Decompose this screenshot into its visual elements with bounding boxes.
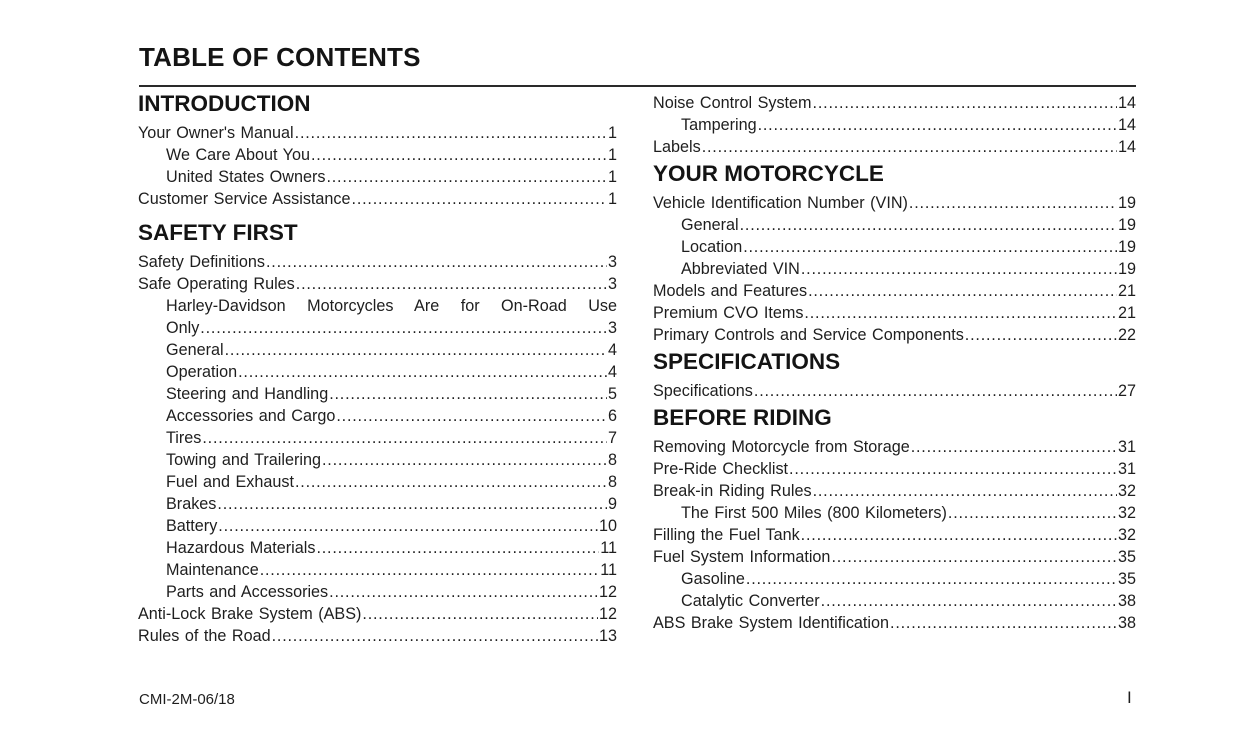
toc-entry-vin-location[interactable]: Location ..... 19 (653, 236, 1136, 258)
toc-entry-models-and-features[interactable]: Models and Features ..... 21 (653, 280, 1136, 302)
section-safety-first (138, 217, 617, 647)
toc-entry-fuel-system-information[interactable]: Fuel System Information ..... 35 (653, 546, 1136, 568)
toc-entry-brakes[interactable]: Brakes ..... 9 (138, 493, 617, 515)
toc-entry-steering-and-handling[interactable]: Steering and Handling ..... 5 (138, 383, 617, 405)
toc-entry-removing-from-storage[interactable]: Removing Motorcycle from Storage ..... 31 (653, 436, 1136, 458)
toc-entry-anti-lock-brake-system[interactable]: Anti-Lock Brake System (ABS) ..... 12 (138, 603, 617, 625)
section-heading-safety-first: SAFETY FIRST (138, 220, 298, 245)
section-before-riding (653, 402, 1136, 634)
section-heading-specifications: SPECIFICATIONS (653, 349, 841, 374)
toc-entry-vin-general[interactable]: General ..... 19 (653, 214, 1136, 236)
toc-entry-premium-cvo-items[interactable]: Premium CVO Items ..... 21 (653, 302, 1136, 324)
section-safety-continued (653, 92, 1136, 158)
toc-entry-break-in-riding-rules[interactable]: Break-in Riding Rules ..... 32 (653, 480, 1136, 502)
toc-entry-noise-control-system[interactable]: Noise Control System ..... 14 (653, 92, 1136, 114)
toc-right-column (653, 92, 1136, 634)
toc-entry-battery[interactable]: Battery ..... 10 (138, 515, 617, 537)
toc-entry-tires[interactable]: Tires ..... 7 (138, 427, 617, 449)
toc-entry-vehicle-identification-number[interactable]: Vehicle Identification Number (VIN) ..... 19 (653, 192, 1136, 214)
toc-entry-towing-and-trailering[interactable]: Towing and Trailering ..... 8 (138, 449, 617, 471)
section-heading-your-motorcycle: YOUR MOTORCYCLE (653, 161, 884, 186)
section-your-motorcycle (653, 158, 1136, 346)
toc-entry-tampering[interactable]: Tampering ..... 14 (653, 114, 1136, 136)
toc-entry-fuel-and-exhaust[interactable]: Fuel and Exhaust ..... 8 (138, 471, 617, 493)
toc-entry-your-owners-manual[interactable]: Your Owner's Manual ..... 1 (138, 122, 617, 144)
toc-entry-specifications[interactable]: Specifications ..... 27 (653, 380, 1136, 402)
toc-entry-abs-brake-system-identification[interactable]: ABS Brake System Identification ..... 38 (653, 612, 1136, 634)
section-specifications (653, 346, 1136, 402)
toc-entry-accessories-and-cargo[interactable]: Accessories and Cargo ..... 6 (138, 405, 617, 427)
toc-entry-catalytic-converter[interactable]: Catalytic Converter ..... 38 (653, 590, 1136, 612)
toc-entry-rules-of-the-road[interactable]: Rules of the Road ..... 13 (138, 625, 617, 647)
toc-entry-operation[interactable]: Operation ..... 4 (138, 361, 617, 383)
section-heading-before-riding: BEFORE RIDING (653, 405, 832, 430)
toc-entry-safety-definitions[interactable]: Safety Definitions ..... 3 (138, 251, 617, 273)
toc-entry-gasoline[interactable]: Gasoline ..... 35 (653, 568, 1136, 590)
toc-left-column (138, 88, 617, 647)
toc-entry-labels[interactable]: Labels ..... 14 (653, 136, 1136, 158)
toc-entry-pre-ride-checklist[interactable]: Pre-Ride Checklist ..... 31 (653, 458, 1136, 480)
page-number: I (1127, 688, 1132, 707)
toc-entry-first-500-miles[interactable]: The First 500 Miles (800 Kilometers) ..... 32 (653, 502, 1136, 524)
toc-entry-general[interactable]: General ..... 4 (138, 339, 617, 361)
toc-entry-safe-operating-rules[interactable]: Safe Operating Rules ..... 3 (138, 273, 617, 295)
toc-entry-we-care-about-you[interactable]: We Care About You ..... 1 (138, 144, 617, 166)
toc-entry-parts-and-accessories[interactable]: Parts and Accessories ..... 12 (138, 581, 617, 603)
toc-entry-united-states-owners[interactable]: United States Owners ..... 1 (138, 166, 617, 188)
title-divider (139, 85, 1136, 87)
document-code: CMI-2M-06/18 (139, 691, 235, 708)
toc-entry-customer-service-assistance[interactable]: Customer Service Assistance ..... 1 (138, 188, 617, 210)
toc-entry-maintenance[interactable]: Maintenance ..... 11 (138, 559, 617, 581)
page-title: TABLE OF CONTENTS (139, 42, 421, 72)
section-introduction (138, 88, 617, 210)
toc-entry-abbreviated-vin[interactable]: Abbreviated VIN ..... 19 (653, 258, 1136, 280)
section-heading-introduction: INTRODUCTION (138, 91, 311, 116)
toc-entry-primary-controls[interactable]: Primary Controls and Service Components ..... 22 (653, 324, 1136, 346)
toc-entry-on-road-use-only[interactable]: Harley-Davidson Motorcycles Are for On-Road Use Only ..... 3 (138, 295, 617, 339)
toc-entry-hazardous-materials[interactable]: Hazardous Materials ..... 11 (138, 537, 617, 559)
toc-entry-filling-the-fuel-tank[interactable]: Filling the Fuel Tank ..... 32 (653, 524, 1136, 546)
